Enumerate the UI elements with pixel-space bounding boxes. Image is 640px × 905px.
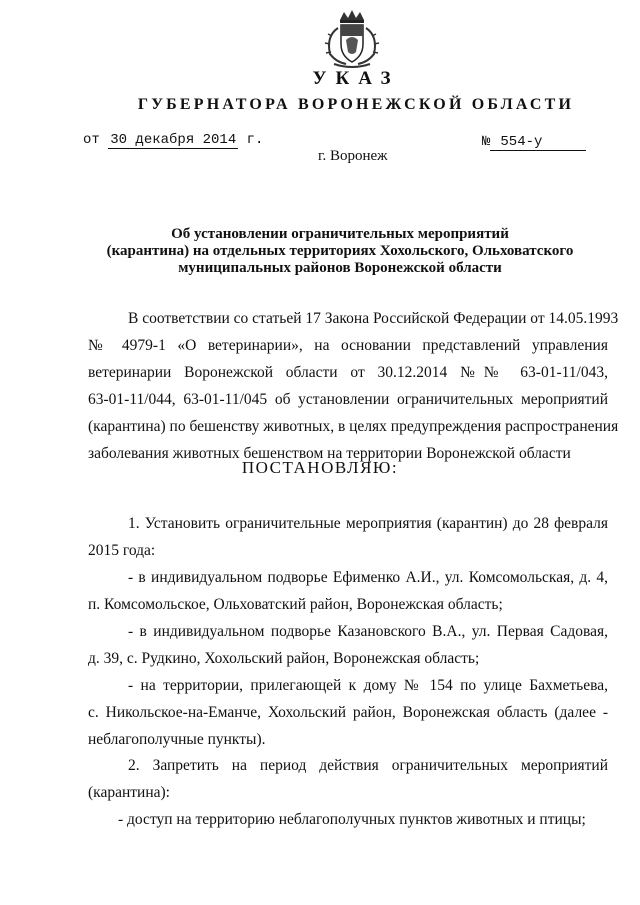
number-line [482,134,586,151]
date-suffix: г. [246,132,264,148]
number-prefix: № [482,134,491,150]
document-number: 554-у [490,134,586,151]
document-issuer: ГУБЕРНАТОРА ВОРОНЕЖСКОЙ ОБЛАСТИ [137,96,575,113]
document-title: УКАЗ [312,68,400,89]
resolve-word: ПОСТАНОВЛЯЮ: [241,458,399,477]
heading-line: муниципальных районов Воронежской области [178,260,502,276]
text-line: п. Комсомольское, Ольховатский район, Воронежская область; [88,596,503,613]
city: г. Воронеж [318,148,388,164]
text-line: (карантина) по бешенству животных, в целях предупреждения распространения [88,418,619,435]
text-line: - на территории, прилегающей к дому № 154 по улице Бахметьева, [128,677,608,694]
document-heading [60,226,620,277]
text-line: 2015 года: [88,542,156,559]
text-line: с. Никольское-на-Еманче, Хохольский район, Воронежская область (далее - [88,704,608,721]
text-line: д. 39, с. Рудкино, Хохольский район, Воронежская область; [88,650,480,667]
text-line: - в индивидуальном подворье Казановского В.А., ул. Первая Садовая, [128,623,608,640]
text-line: заболевания животных бешенством на территории Воронежской области [88,445,571,462]
heading-line: Об установлении ограничительных мероприятий [171,226,509,242]
text-line: 63-01-11/044, 63-01-11/045 об установлении ограничительных мероприятий [88,391,608,408]
preamble-paragraph [88,305,619,467]
text-line: ветеринарии Воронежской области от 30.12.2014 №№ 63-01-11/043, [88,364,608,381]
point-1 [88,510,608,753]
text-line: неблагополучные пункты). [88,731,266,748]
text-line: - в индивидуальном подворье Ефименко А.И., ул. Комсомольская, д. 4, [128,569,608,586]
text-line: 2. Запретить на период действия ограничительных мероприятий [128,757,608,774]
document-date: 30 декабря 2014 [110,132,237,148]
text-line: - доступ на территорию неблагополучных пунктов животных и птицы; [118,811,586,828]
heading-line: (карантина) на отдельных территориях Хохольского, Ольховатского [106,243,574,259]
text-line: (карантина): [88,784,170,801]
text-line: № 4979-1 «О ветеринарии», на основании представлений управления [88,337,608,354]
point-2 [88,752,608,833]
date-prefix: от [83,132,100,148]
date-line [83,132,263,148]
text-line: 1. Установить ограничительные мероприятия (карантин) до 28 февраля [128,515,608,532]
text-line: В соответствии со статьей 17 Закона Российской Федерации от 14.05.1993 [128,310,619,327]
coat-of-arms-icon [318,6,386,70]
